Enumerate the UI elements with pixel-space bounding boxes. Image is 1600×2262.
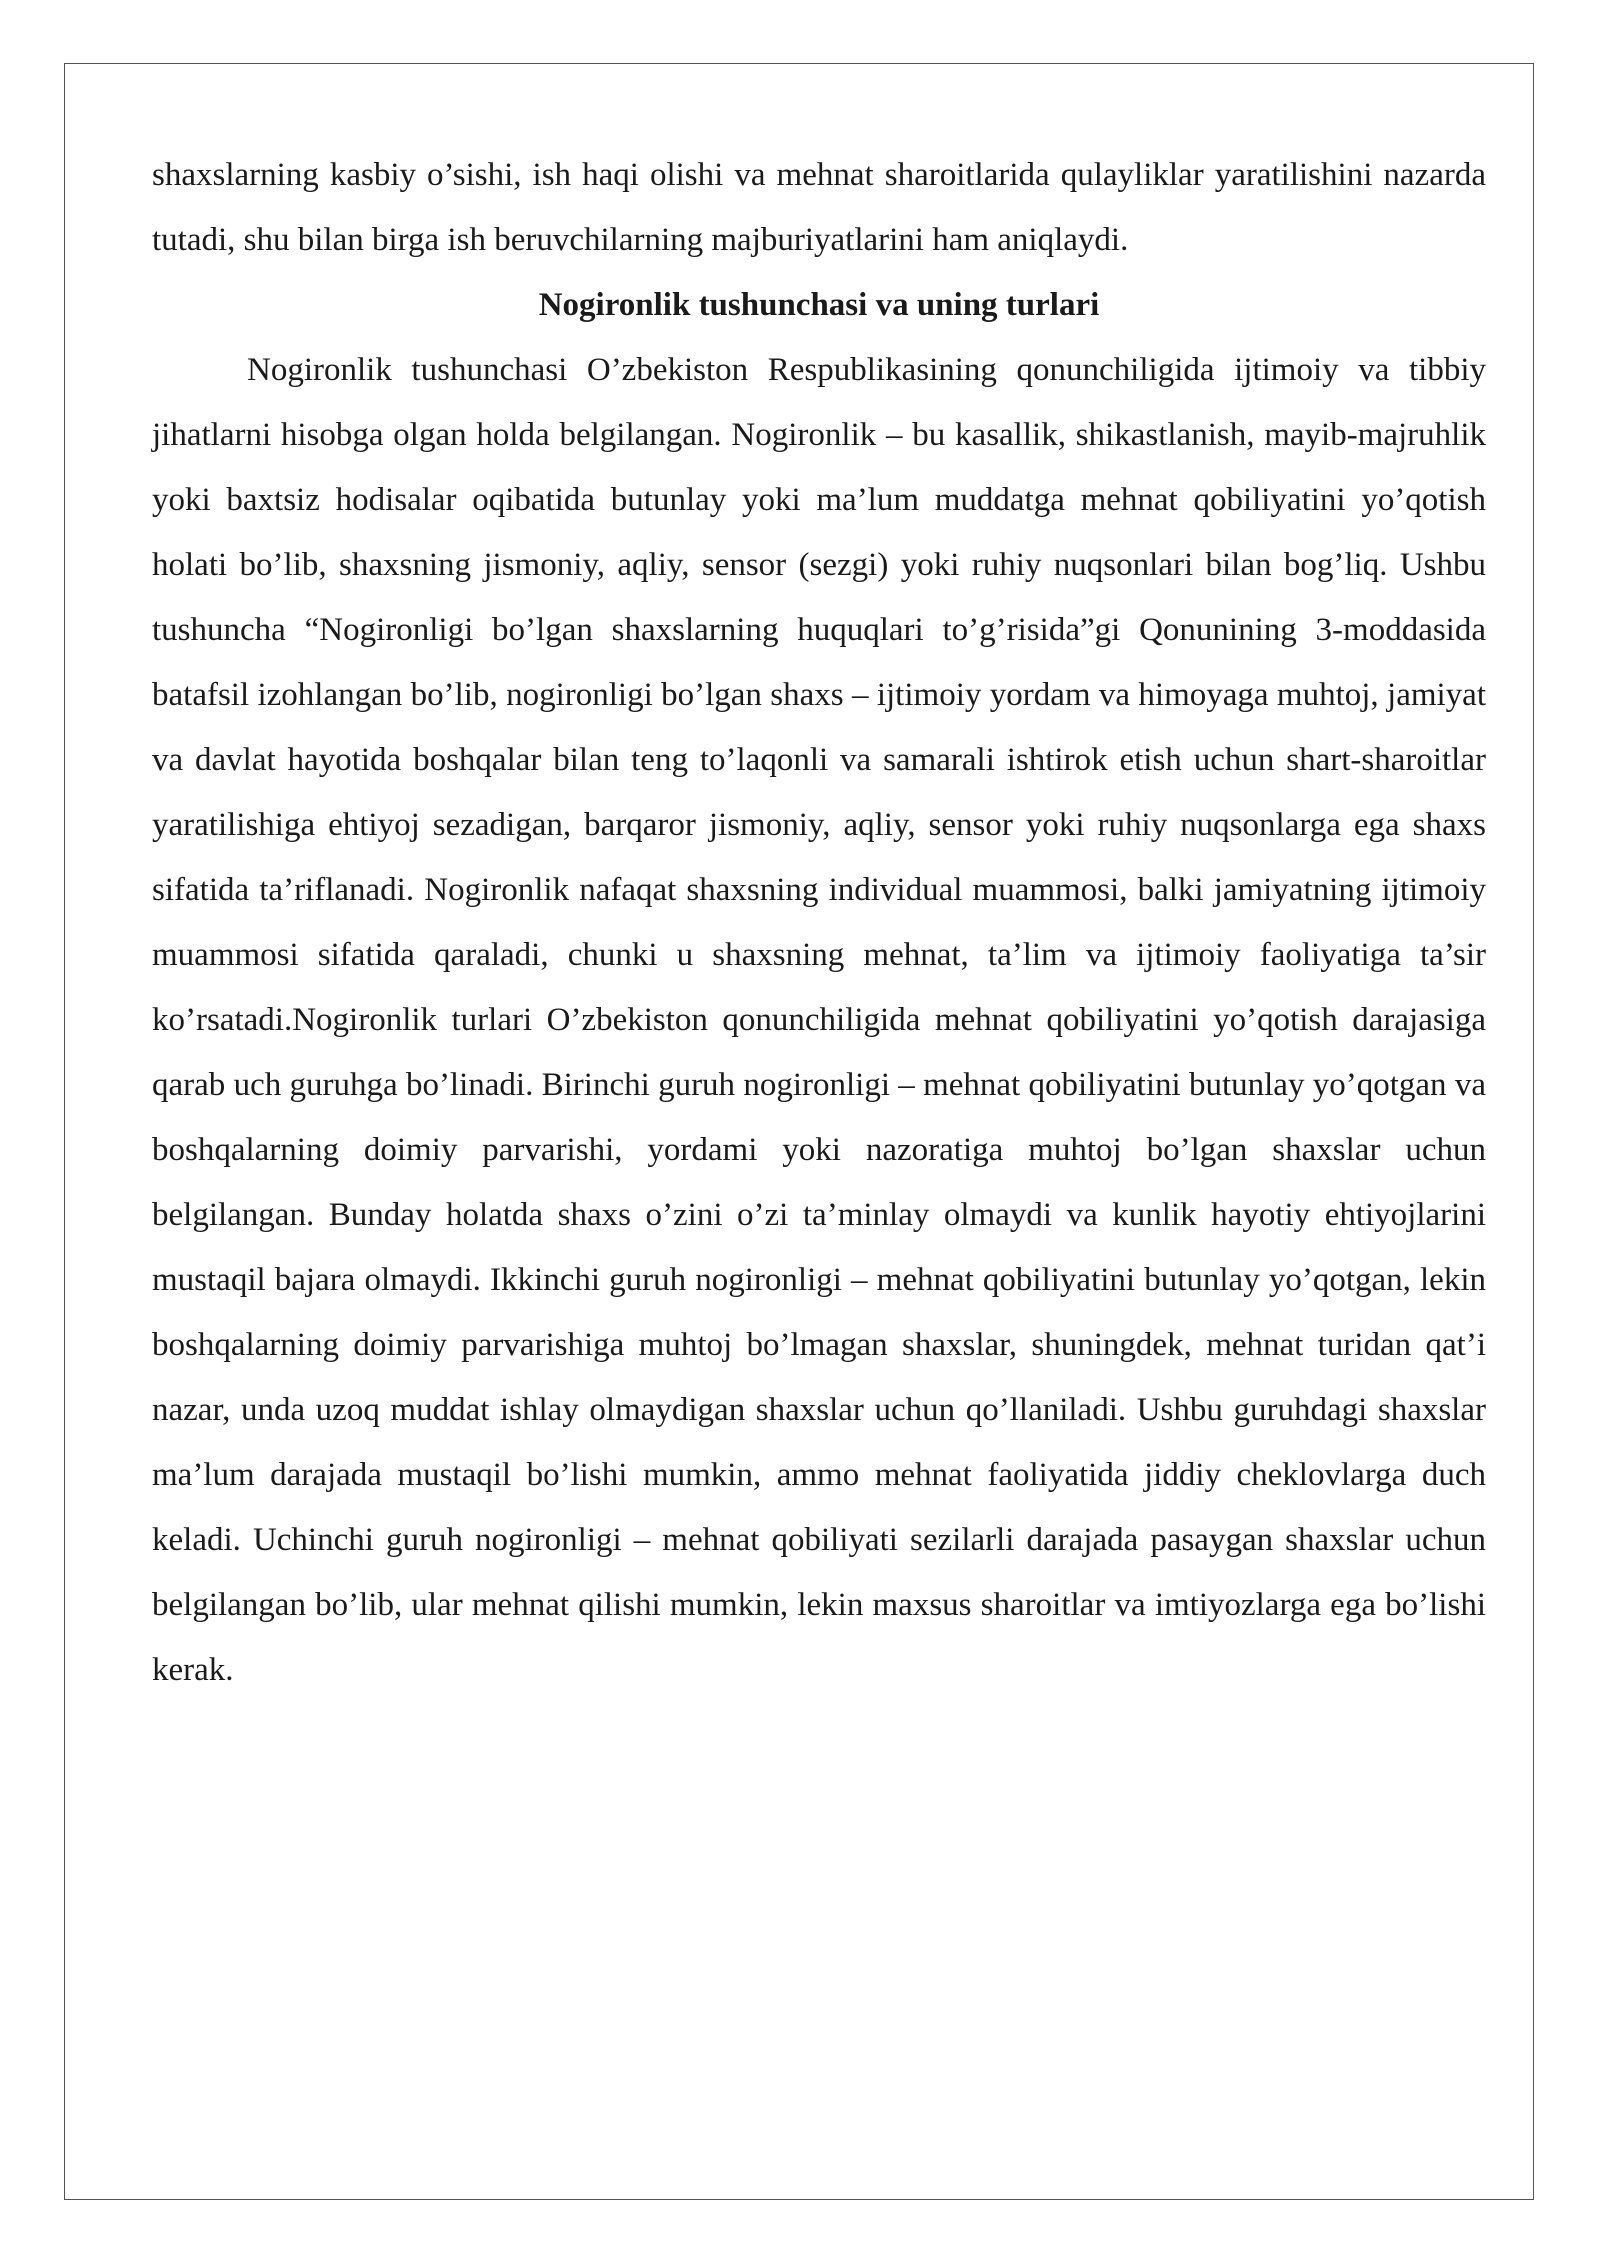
- section-heading: Nogironlik tushunchasi va uning turlari: [538, 287, 1100, 323]
- continuation-paragraph: shaxslarning kasbiy o’sishi, ish haqi olishi va mehnat sharoitlarida qulayliklar yaratilishini nazarda tutadi, shu bilan birga ish beruvchilarning majburiyatlarini ham aniqlaydi.: [152, 157, 1486, 258]
- body-paragraph: Nogironlik tushunchasi O’zbekiston Respublikasining qonunchiligida ijtimoiy va tibbiy jihatlarni hisobga olgan holda belgilangan. Nogironlik – bu kasallik, shikastlanish, mayib-majruhlik yoki baxtsiz hodisalar oqibatida butunlay yoki ma’lum muddatga mehnat qobiliyatini yo’qotish holati bo’lib, shaxsning jismoniy, aqliy, sensor (sezgi) yoki ruhiy nuqsonlari bilan bog’liq. Ushbu tushuncha “Nogironligi bo’lgan shaxslarning huquqlari to’g’risida”gi Qonunining 3-moddasida batafsil izohlangan bo’lib, nogironligi bo’lgan shaxs – ijtimoiy yordam va himoyaga muhtoj, jamiyat va davlat hayotida boshqalar bilan teng to’laqonli va samarali ishtirok etish uchun shart-sharoitlar yaratilishiga ehtiyoj sezadigan, barqaror jismoniy, aqliy, sensor yoki ruhiy nuqsonlarga ega shaxs sifatida ta’riflanadi. Nogironlik nafaqat shaxsning individual muammosi, balki jamiyatning ijtimoiy muammosi sifatida qaraladi, chunki u shaxsning mehnat, ta’lim va ijtimoiy faoliyatiga ta’sir ko’rsatadi.Nogironlik turlari O’zbekiston qonunchiligida mehnat qobiliyatini yo’qotish darajasiga qarab uch guruhga bo’linadi. Birinchi guruh nogironligi – mehnat qobiliyatini butunlay yo’qotgan va boshqalarning doimiy parvarishi, yordami yoki nazoratiga muhtoj bo’lgan shaxslar uchun belgilangan. Bunday holatda shaxs o’zini o’zi ta’minlay olmaydi va kunlik hayotiy ehtiyojlarini mustaqil bajara olmaydi. Ikkinchi guruh nogironligi – mehnat qobiliyatini butunlay yo’qotgan, lekin boshqalarning doimiy parvarishiga muhtoj bo’lmagan shaxslar, shuningdek, mehnat turidan qat’i nazar, unda uzoq muddat ishlay olmaydigan shaxslar uchun qo’llaniladi. Ushbu guruhdagi shaxslar ma’lum darajada mustaqil bo’lishi mumkin, ammo mehnat faoliyatida jiddiy cheklovlarga duch keladi. Uchinchi guruh nogironligi – mehnat qobiliyati sezilarli darajada pasaygan shaxslar uchun belgilangan bo’lib, ular mehnat qilishi mumkin, lekin maxsus sharoitlar va imtiyozlarga ega bo’lishi kerak.: [152, 352, 1486, 1688]
- document-body: [152, 143, 1486, 1703]
